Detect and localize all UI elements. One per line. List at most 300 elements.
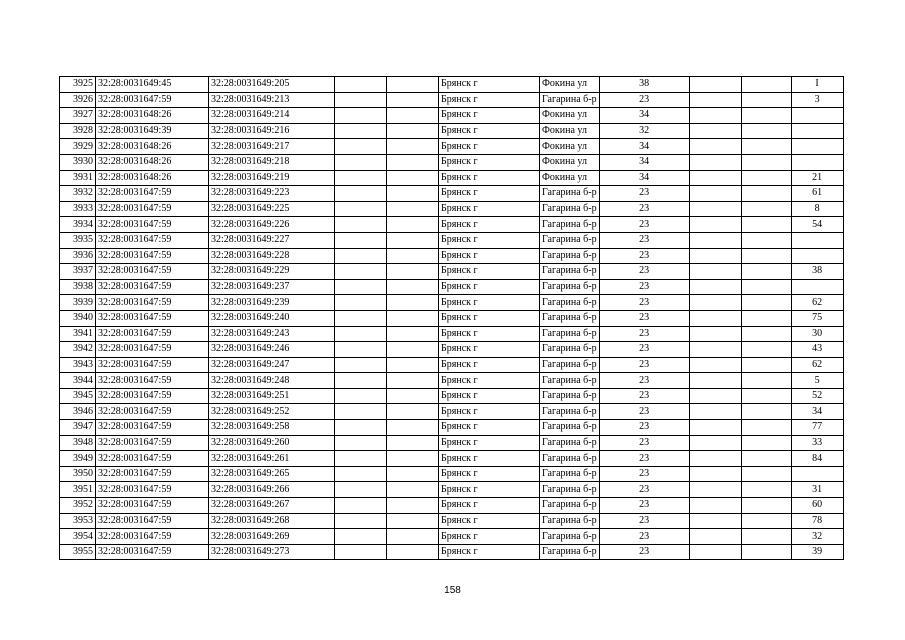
city-cell: Брянск г: [439, 108, 540, 124]
empty-cell: [689, 139, 741, 155]
city-cell: Брянск г: [439, 388, 540, 404]
row-number-cell: 3935: [60, 232, 96, 248]
city-cell: Брянск г: [439, 373, 540, 389]
empty-cell: [335, 92, 387, 108]
cadastral-number-cell: 32:28:0031647:59: [96, 451, 209, 467]
apartment-number-cell: [791, 154, 843, 170]
table-row: [60, 451, 844, 467]
empty-cell: [741, 248, 791, 264]
street-cell: Гагарина б-р: [540, 451, 600, 467]
cadastral-number-cell: 32:28:0031647:59: [96, 295, 209, 311]
apartment-number-cell: 39: [791, 544, 843, 560]
row-number-cell: 3931: [60, 170, 96, 186]
house-number-cell: 23: [599, 498, 689, 514]
cadastral-number-cell: 32:28:0031649:205: [209, 77, 335, 93]
table-row: [60, 123, 844, 139]
cadastral-number-cell: 32:28:0031649:240: [209, 310, 335, 326]
cadastral-number-cell: 32:28:0031647:59: [96, 498, 209, 514]
table-row: [60, 77, 844, 93]
cadastral-number-cell: 32:28:0031647:59: [96, 326, 209, 342]
row-number-cell: 3940: [60, 310, 96, 326]
row-number-cell: 3952: [60, 498, 96, 514]
empty-cell: [741, 451, 791, 467]
cadastral-number-cell: 32:28:0031647:59: [96, 248, 209, 264]
cadastral-number-cell: 32:28:0031647:59: [96, 420, 209, 436]
empty-cell: [741, 123, 791, 139]
table-row: [60, 139, 844, 155]
city-cell: Брянск г: [439, 248, 540, 264]
empty-cell: [741, 279, 791, 295]
table-row: [60, 201, 844, 217]
row-number-cell: 3927: [60, 108, 96, 124]
empty-cell: [689, 388, 741, 404]
empty-cell: [741, 217, 791, 233]
street-cell: Гагарина б-р: [540, 513, 600, 529]
cadastral-number-cell: 32:28:0031649:247: [209, 357, 335, 373]
street-cell: Фокина ул: [540, 108, 600, 124]
empty-cell: [335, 108, 387, 124]
empty-cell: [741, 435, 791, 451]
empty-cell: [689, 77, 741, 93]
street-cell: Гагарина б-р: [540, 248, 600, 264]
cadastral-number-cell: 32:28:0031649:228: [209, 248, 335, 264]
cadastral-number-cell: 32:28:0031647:59: [96, 388, 209, 404]
cadastral-number-cell: 32:28:0031649:266: [209, 482, 335, 498]
empty-cell: [741, 544, 791, 560]
house-number-cell: 23: [599, 373, 689, 389]
apartment-number-cell: 38: [791, 264, 843, 280]
apartment-number-cell: 62: [791, 357, 843, 373]
cadastral-number-cell: 32:28:0031647:59: [96, 404, 209, 420]
street-cell: Гагарина б-р: [540, 342, 600, 358]
street-cell: Фокина ул: [540, 170, 600, 186]
empty-cell: [689, 232, 741, 248]
cadastral-number-cell: 32:28:0031649:225: [209, 201, 335, 217]
house-number-cell: 38: [599, 77, 689, 93]
cadastral-number-cell: 32:28:0031647:59: [96, 186, 209, 202]
cadastral-number-cell: 32:28:0031649:214: [209, 108, 335, 124]
empty-cell: [689, 170, 741, 186]
row-number-cell: 3945: [60, 388, 96, 404]
empty-cell: [741, 186, 791, 202]
empty-cell: [335, 295, 387, 311]
street-cell: Гагарина б-р: [540, 92, 600, 108]
city-cell: Брянск г: [439, 482, 540, 498]
empty-cell: [689, 217, 741, 233]
empty-cell: [387, 529, 439, 545]
house-number-cell: 32: [599, 123, 689, 139]
city-cell: Брянск г: [439, 154, 540, 170]
apartment-number-cell: 5: [791, 373, 843, 389]
empty-cell: [387, 357, 439, 373]
city-cell: Брянск г: [439, 544, 540, 560]
city-cell: Брянск г: [439, 451, 540, 467]
street-cell: Гагарина б-р: [540, 435, 600, 451]
apartment-number-cell: 30: [791, 326, 843, 342]
cadastral-number-cell: 32:28:0031649:243: [209, 326, 335, 342]
apartment-number-cell: [791, 248, 843, 264]
cadastral-number-cell: 32:28:0031649:216: [209, 123, 335, 139]
row-number-cell: 3933: [60, 201, 96, 217]
table-row: [60, 170, 844, 186]
empty-cell: [335, 342, 387, 358]
empty-cell: [335, 123, 387, 139]
cadastral-number-cell: 32:28:0031649:223: [209, 186, 335, 202]
cadastral-number-cell: 32:28:0031649:267: [209, 498, 335, 514]
city-cell: Брянск г: [439, 186, 540, 202]
table-row: [60, 529, 844, 545]
city-cell: Брянск г: [439, 310, 540, 326]
empty-cell: [689, 310, 741, 326]
empty-cell: [335, 201, 387, 217]
table-row: [60, 279, 844, 295]
empty-cell: [387, 513, 439, 529]
empty-cell: [689, 108, 741, 124]
city-cell: Брянск г: [439, 232, 540, 248]
cadastral-number-cell: 32:28:0031649:261: [209, 451, 335, 467]
empty-cell: [741, 529, 791, 545]
cadastral-number-cell: 32:28:0031649:218: [209, 154, 335, 170]
street-cell: Гагарина б-р: [540, 388, 600, 404]
street-cell: Гагарина б-р: [540, 201, 600, 217]
cadastral-number-cell: 32:28:0031649:226: [209, 217, 335, 233]
empty-cell: [335, 529, 387, 545]
empty-cell: [741, 373, 791, 389]
cadastral-number-cell: 32:28:0031647:59: [96, 279, 209, 295]
street-cell: Гагарина б-р: [540, 529, 600, 545]
row-number-cell: 3955: [60, 544, 96, 560]
empty-cell: [387, 232, 439, 248]
street-cell: Фокина ул: [540, 123, 600, 139]
cadastral-number-cell: 32:28:0031649:213: [209, 92, 335, 108]
city-cell: Брянск г: [439, 357, 540, 373]
empty-cell: [689, 357, 741, 373]
apartment-number-cell: 77: [791, 420, 843, 436]
cadastral-number-cell: 32:28:0031647:59: [96, 217, 209, 233]
table-row: [60, 342, 844, 358]
house-number-cell: 23: [599, 248, 689, 264]
empty-cell: [387, 342, 439, 358]
table-row: [60, 232, 844, 248]
empty-cell: [741, 170, 791, 186]
row-number-cell: 3942: [60, 342, 96, 358]
empty-cell: [741, 295, 791, 311]
cadastral-number-cell: 32:28:0031647:59: [96, 201, 209, 217]
empty-cell: [741, 420, 791, 436]
house-number-cell: 23: [599, 92, 689, 108]
empty-cell: [387, 544, 439, 560]
table-row: [60, 357, 844, 373]
cadastral-number-cell: 32:28:0031649:45: [96, 77, 209, 93]
house-number-cell: 23: [599, 201, 689, 217]
empty-cell: [335, 154, 387, 170]
empty-cell: [689, 201, 741, 217]
empty-cell: [387, 451, 439, 467]
street-cell: Гагарина б-р: [540, 326, 600, 342]
cadastral-number-cell: 32:28:0031647:59: [96, 466, 209, 482]
house-number-cell: 23: [599, 544, 689, 560]
empty-cell: [335, 404, 387, 420]
house-number-cell: 23: [599, 310, 689, 326]
apartment-number-cell: 78: [791, 513, 843, 529]
empty-cell: [387, 201, 439, 217]
table-row: [60, 498, 844, 514]
house-number-cell: 23: [599, 388, 689, 404]
house-number-cell: 34: [599, 108, 689, 124]
empty-cell: [387, 170, 439, 186]
street-cell: Фокина ул: [540, 77, 600, 93]
house-number-cell: 23: [599, 420, 689, 436]
cadastral-number-cell: 32:28:0031648:26: [96, 139, 209, 155]
empty-cell: [335, 466, 387, 482]
empty-cell: [689, 404, 741, 420]
empty-cell: [689, 92, 741, 108]
apartment-number-cell: 34: [791, 404, 843, 420]
empty-cell: [387, 154, 439, 170]
empty-cell: [741, 513, 791, 529]
cadastral-number-cell: 32:28:0031647:59: [96, 264, 209, 280]
apartment-number-cell: [791, 108, 843, 124]
row-number-cell: 3953: [60, 513, 96, 529]
table-row: [60, 513, 844, 529]
house-number-cell: 23: [599, 186, 689, 202]
city-cell: Брянск г: [439, 279, 540, 295]
table-row: [60, 108, 844, 124]
empty-cell: [335, 435, 387, 451]
street-cell: Гагарина б-р: [540, 404, 600, 420]
street-cell: Гагарина б-р: [540, 498, 600, 514]
table-row: [60, 264, 844, 280]
cadastral-number-cell: 32:28:0031649:237: [209, 279, 335, 295]
street-cell: Гагарина б-р: [540, 544, 600, 560]
apartment-number-cell: 33: [791, 435, 843, 451]
house-number-cell: 34: [599, 139, 689, 155]
table-body: [60, 77, 844, 560]
table-row: [60, 92, 844, 108]
empty-cell: [689, 544, 741, 560]
apartment-number-cell: 62: [791, 295, 843, 311]
row-number-cell: 3943: [60, 357, 96, 373]
row-number-cell: 3949: [60, 451, 96, 467]
cadastral-number-cell: 32:28:0031647:59: [96, 357, 209, 373]
apartment-number-cell: [791, 139, 843, 155]
row-number-cell: 3947: [60, 420, 96, 436]
cadastral-number-cell: 32:28:0031649:248: [209, 373, 335, 389]
street-cell: Гагарина б-р: [540, 466, 600, 482]
empty-cell: [689, 342, 741, 358]
house-number-cell: 23: [599, 466, 689, 482]
empty-cell: [387, 295, 439, 311]
empty-cell: [335, 544, 387, 560]
city-cell: Брянск г: [439, 201, 540, 217]
apartment-number-cell: [791, 466, 843, 482]
cadastral-number-cell: 32:28:0031648:26: [96, 170, 209, 186]
apartment-number-cell: 32: [791, 529, 843, 545]
empty-cell: [335, 279, 387, 295]
cadastral-number-cell: 32:28:0031649:273: [209, 544, 335, 560]
street-cell: Гагарина б-р: [540, 186, 600, 202]
empty-cell: [335, 388, 387, 404]
apartment-number-cell: 52: [791, 388, 843, 404]
cadastral-number-cell: 32:28:0031649:269: [209, 529, 335, 545]
empty-cell: [689, 186, 741, 202]
cadastral-number-cell: 32:28:0031649:252: [209, 404, 335, 420]
city-cell: Брянск г: [439, 435, 540, 451]
empty-cell: [387, 248, 439, 264]
empty-cell: [741, 357, 791, 373]
empty-cell: [387, 482, 439, 498]
apartment-number-cell: [791, 123, 843, 139]
city-cell: Брянск г: [439, 404, 540, 420]
city-cell: Брянск г: [439, 123, 540, 139]
cadastral-number-cell: 32:28:0031648:26: [96, 154, 209, 170]
street-cell: Гагарина б-р: [540, 357, 600, 373]
row-number-cell: 3948: [60, 435, 96, 451]
row-number-cell: 3934: [60, 217, 96, 233]
empty-cell: [335, 217, 387, 233]
cadastral-number-cell: 32:28:0031649:246: [209, 342, 335, 358]
empty-cell: [741, 77, 791, 93]
table-row: [60, 310, 844, 326]
empty-cell: [741, 92, 791, 108]
table-row: [60, 154, 844, 170]
row-number-cell: 3939: [60, 295, 96, 311]
empty-cell: [741, 388, 791, 404]
cadastral-number-cell: 32:28:0031649:268: [209, 513, 335, 529]
row-number-cell: 3941: [60, 326, 96, 342]
apartment-number-cell: 31: [791, 482, 843, 498]
empty-cell: [741, 466, 791, 482]
table-row: [60, 388, 844, 404]
empty-cell: [335, 248, 387, 264]
row-number-cell: 3929: [60, 139, 96, 155]
empty-cell: [335, 451, 387, 467]
apartment-number-cell: 61: [791, 186, 843, 202]
house-number-cell: 23: [599, 295, 689, 311]
street-cell: Фокина ул: [540, 154, 600, 170]
apartment-number-cell: 21: [791, 170, 843, 186]
street-cell: Гагарина б-р: [540, 217, 600, 233]
empty-cell: [387, 123, 439, 139]
row-number-cell: 3950: [60, 466, 96, 482]
street-cell: Гагарина б-р: [540, 264, 600, 280]
table-row: [60, 435, 844, 451]
table-row: [60, 544, 844, 560]
table-row: [60, 248, 844, 264]
empty-cell: [689, 326, 741, 342]
city-cell: Брянск г: [439, 529, 540, 545]
empty-cell: [387, 498, 439, 514]
empty-cell: [741, 498, 791, 514]
cadastral-number-cell: 32:28:0031649:219: [209, 170, 335, 186]
house-number-cell: 23: [599, 217, 689, 233]
cadastral-number-cell: 32:28:0031649:227: [209, 232, 335, 248]
table-row: [60, 217, 844, 233]
house-number-cell: 23: [599, 342, 689, 358]
empty-cell: [689, 279, 741, 295]
apartment-number-cell: [791, 232, 843, 248]
house-number-cell: 23: [599, 513, 689, 529]
row-number-cell: 3928: [60, 123, 96, 139]
empty-cell: [689, 295, 741, 311]
row-number-cell: 3932: [60, 186, 96, 202]
empty-cell: [335, 420, 387, 436]
empty-cell: [741, 342, 791, 358]
row-number-cell: 3938: [60, 279, 96, 295]
house-number-cell: 23: [599, 264, 689, 280]
city-cell: Брянск г: [439, 326, 540, 342]
empty-cell: [741, 326, 791, 342]
table-row: [60, 482, 844, 498]
city-cell: Брянск г: [439, 217, 540, 233]
cadastral-number-cell: 32:28:0031647:59: [96, 435, 209, 451]
empty-cell: [741, 310, 791, 326]
city-cell: Брянск г: [439, 498, 540, 514]
apartment-number-cell: 54: [791, 217, 843, 233]
empty-cell: [387, 310, 439, 326]
house-number-cell: 23: [599, 404, 689, 420]
house-number-cell: 34: [599, 170, 689, 186]
empty-cell: [387, 326, 439, 342]
apartment-number-cell: 84: [791, 451, 843, 467]
cadastral-number-cell: 32:28:0031648:26: [96, 108, 209, 124]
empty-cell: [741, 201, 791, 217]
empty-cell: [335, 186, 387, 202]
cadastral-number-cell: 32:28:0031647:59: [96, 482, 209, 498]
table-row: [60, 326, 844, 342]
table-row: [60, 295, 844, 311]
apartment-number-cell: 8: [791, 201, 843, 217]
cadastral-number-cell: 32:28:0031649:251: [209, 388, 335, 404]
city-cell: Брянск г: [439, 139, 540, 155]
empty-cell: [387, 420, 439, 436]
apartment-number-cell: [791, 279, 843, 295]
apartment-number-cell: 3: [791, 92, 843, 108]
city-cell: Брянск г: [439, 77, 540, 93]
cadastral-number-cell: 32:28:0031647:59: [96, 342, 209, 358]
cadastral-number-cell: 32:28:0031647:59: [96, 373, 209, 389]
empty-cell: [689, 498, 741, 514]
empty-cell: [689, 529, 741, 545]
cadastral-number-cell: 32:28:0031649:229: [209, 264, 335, 280]
city-cell: Брянск г: [439, 170, 540, 186]
cadastral-register-table: [59, 76, 844, 560]
apartment-number-cell: 75: [791, 310, 843, 326]
street-cell: Гагарина б-р: [540, 373, 600, 389]
house-number-cell: 23: [599, 482, 689, 498]
empty-cell: [387, 77, 439, 93]
empty-cell: [387, 108, 439, 124]
house-number-cell: 23: [599, 279, 689, 295]
empty-cell: [387, 435, 439, 451]
empty-cell: [387, 217, 439, 233]
empty-cell: [741, 154, 791, 170]
empty-cell: [689, 513, 741, 529]
city-cell: Брянск г: [439, 342, 540, 358]
cadastral-number-cell: 32:28:0031647:59: [96, 310, 209, 326]
empty-cell: [689, 248, 741, 264]
house-number-cell: 23: [599, 232, 689, 248]
empty-cell: [335, 232, 387, 248]
empty-cell: [689, 373, 741, 389]
empty-cell: [387, 466, 439, 482]
empty-cell: [387, 264, 439, 280]
cadastral-number-cell: 32:28:0031649:217: [209, 139, 335, 155]
row-number-cell: 3930: [60, 154, 96, 170]
city-cell: Брянск г: [439, 420, 540, 436]
cadastral-number-cell: 32:28:0031649:39: [96, 123, 209, 139]
empty-cell: [335, 513, 387, 529]
